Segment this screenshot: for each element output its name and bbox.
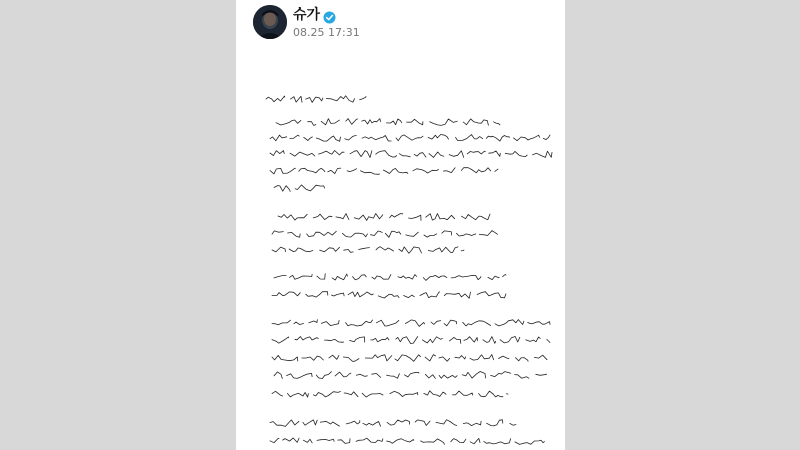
handwritten-word bbox=[488, 276, 499, 280]
author-name[interactable]: 슈가 bbox=[293, 7, 321, 23]
handwritten-word bbox=[477, 292, 506, 298]
handwritten-word bbox=[344, 250, 354, 253]
handwritten-word bbox=[396, 135, 423, 141]
handwritten-word bbox=[272, 292, 300, 296]
handwritten-word bbox=[308, 122, 316, 126]
handwritten-word bbox=[543, 135, 550, 140]
handwritten-word bbox=[359, 248, 370, 250]
handwritten-word bbox=[424, 234, 437, 237]
handwritten-word bbox=[272, 320, 291, 325]
handwritten-word bbox=[515, 440, 545, 444]
handwritten-word bbox=[272, 231, 283, 234]
handwritten-word bbox=[316, 372, 331, 379]
post-timestamp: 08.25 17:31 bbox=[293, 26, 360, 39]
handwritten-word bbox=[390, 391, 418, 396]
handwritten-word bbox=[378, 294, 399, 298]
handwritten-word bbox=[398, 275, 417, 280]
handwritten-word bbox=[436, 420, 457, 426]
verified-badge-icon bbox=[323, 9, 336, 22]
handwritten-word bbox=[345, 135, 357, 140]
handwritten-word bbox=[309, 320, 318, 323]
handwritten-word bbox=[456, 135, 483, 141]
handwritten-word bbox=[491, 372, 511, 377]
handwritten-word bbox=[422, 337, 442, 343]
handwritten-word bbox=[489, 151, 501, 156]
handwritten-word bbox=[289, 274, 312, 279]
handwritten-word bbox=[444, 320, 456, 326]
handwritten-word bbox=[288, 232, 301, 237]
handwritten-word bbox=[421, 439, 445, 444]
handwritten-word bbox=[536, 374, 547, 375]
handwritten-word bbox=[526, 337, 541, 342]
handwritten-word bbox=[409, 215, 422, 220]
handwritten-word bbox=[290, 135, 299, 138]
handwritten-word bbox=[495, 169, 498, 171]
handwritten-word bbox=[372, 374, 381, 378]
handwritten-word bbox=[426, 214, 455, 221]
handwritten-word bbox=[328, 168, 341, 174]
handwritten-word bbox=[390, 214, 403, 218]
handwritten-word bbox=[430, 119, 458, 125]
handwritten-word bbox=[404, 295, 415, 298]
handwritten-word bbox=[385, 231, 401, 237]
handwritten-word bbox=[313, 214, 332, 219]
handwritten-word bbox=[486, 136, 509, 142]
handwritten-word bbox=[332, 274, 347, 280]
handwritten-word bbox=[362, 136, 391, 142]
handwritten-word bbox=[479, 391, 503, 397]
handwritten-letter-image bbox=[258, 62, 554, 450]
handwritten-word bbox=[470, 438, 480, 443]
handwritten-word bbox=[274, 372, 282, 379]
handwritten-word bbox=[303, 420, 317, 425]
handwritten-word bbox=[291, 96, 303, 102]
post-card bbox=[236, 0, 565, 450]
handwritten-word bbox=[484, 439, 511, 444]
handwritten-word bbox=[386, 119, 401, 125]
handwritten-word bbox=[534, 355, 547, 360]
handwritten-word bbox=[303, 439, 312, 443]
handwritten-word bbox=[461, 214, 490, 220]
handwritten-word bbox=[362, 393, 383, 397]
handwritten-word bbox=[302, 356, 324, 360]
handwritten-word bbox=[272, 337, 289, 343]
handwritten-word bbox=[510, 423, 516, 425]
handwritten-word bbox=[399, 154, 410, 157]
handwritten-word bbox=[495, 320, 524, 326]
handwritten-word bbox=[429, 152, 444, 157]
handwritten-word bbox=[464, 337, 478, 342]
handwritten-word bbox=[453, 391, 473, 395]
handwritten-word bbox=[326, 96, 354, 102]
handwritten-word bbox=[360, 171, 379, 175]
handwritten-word bbox=[317, 439, 334, 441]
handwritten-word bbox=[439, 357, 450, 361]
handwritten-word bbox=[455, 356, 466, 360]
handwritten-word bbox=[335, 372, 351, 377]
handwritten-word bbox=[483, 337, 496, 344]
handwritten-word bbox=[470, 355, 494, 361]
handwritten-word bbox=[270, 438, 279, 442]
handwritten-word bbox=[272, 355, 298, 361]
handwritten-word bbox=[270, 168, 295, 174]
handwritten-word bbox=[274, 276, 286, 278]
handwritten-word bbox=[319, 151, 345, 155]
handwritten-word bbox=[395, 355, 421, 362]
handwritten-word bbox=[457, 233, 476, 236]
handwritten-word bbox=[272, 391, 283, 396]
handwritten-word bbox=[449, 151, 464, 158]
avatar[interactable] bbox=[253, 5, 287, 39]
handwritten-word bbox=[499, 356, 509, 359]
handwritten-word bbox=[505, 151, 527, 156]
handwritten-word bbox=[383, 169, 408, 174]
handwritten-word bbox=[272, 247, 285, 252]
handwritten-word bbox=[320, 421, 339, 426]
handwritten-word bbox=[528, 322, 550, 325]
handwritten-word bbox=[487, 420, 503, 426]
handwritten-word bbox=[362, 119, 381, 124]
handwritten-word bbox=[514, 135, 540, 141]
handwritten-word bbox=[396, 337, 418, 344]
handwritten-word bbox=[516, 358, 529, 362]
handwritten-word bbox=[287, 373, 313, 378]
handwritten-word bbox=[406, 232, 419, 236]
handwritten-word bbox=[414, 153, 426, 157]
handwritten-word bbox=[533, 151, 553, 157]
handwritten-word bbox=[463, 321, 491, 326]
handwritten-word bbox=[320, 247, 340, 251]
handwritten-word bbox=[344, 392, 358, 397]
handwritten-word bbox=[500, 337, 520, 343]
handwritten-word bbox=[494, 122, 501, 125]
handwritten-word bbox=[462, 372, 485, 379]
handwritten-word bbox=[321, 320, 339, 325]
handwritten-word bbox=[404, 372, 419, 377]
handwritten-word bbox=[356, 438, 383, 442]
handwritten-word bbox=[304, 137, 313, 141]
handwritten-word bbox=[399, 247, 422, 253]
handwritten-word bbox=[442, 231, 452, 235]
handwritten-word bbox=[316, 136, 340, 141]
handwritten-word bbox=[276, 120, 301, 125]
handwritten-word bbox=[307, 231, 337, 236]
handwritten-word bbox=[387, 374, 400, 379]
handwritten-word bbox=[289, 248, 313, 252]
handwritten-word bbox=[290, 152, 315, 156]
handwritten-word bbox=[295, 337, 318, 340]
handwritten-word bbox=[461, 250, 464, 251]
handwritten-word bbox=[353, 275, 367, 280]
handwritten-word bbox=[360, 96, 366, 99]
handwritten-word bbox=[451, 439, 466, 443]
handwritten-word bbox=[336, 214, 349, 220]
handwritten-word bbox=[479, 231, 497, 236]
handwritten-word bbox=[444, 292, 470, 298]
handwritten-word bbox=[425, 374, 435, 378]
handwritten-word bbox=[317, 274, 325, 280]
handwritten-word bbox=[331, 293, 344, 296]
handwritten-word bbox=[278, 214, 307, 220]
handwritten-word bbox=[299, 168, 325, 173]
author-row bbox=[293, 6, 336, 24]
handwritten-word bbox=[274, 186, 290, 192]
handwritten-word bbox=[325, 339, 344, 342]
handwritten-word bbox=[449, 337, 460, 343]
handwritten-word bbox=[365, 355, 392, 361]
handwritten-word bbox=[423, 275, 447, 280]
handwritten-word bbox=[350, 151, 372, 158]
handwritten-word bbox=[415, 420, 430, 426]
handwritten-word bbox=[356, 374, 367, 376]
handwritten-word bbox=[347, 169, 357, 172]
handwritten-word bbox=[547, 339, 550, 342]
post-header bbox=[236, 0, 565, 52]
handwritten-word bbox=[387, 420, 409, 425]
handwritten-word bbox=[371, 338, 389, 342]
handwritten-word bbox=[405, 320, 424, 327]
handwritten-word bbox=[420, 292, 440, 298]
handwritten-word bbox=[428, 135, 449, 140]
handwritten-word bbox=[425, 355, 435, 361]
handwritten-word bbox=[350, 337, 365, 342]
handwritten-word bbox=[346, 320, 373, 326]
handwritten-word bbox=[342, 233, 367, 237]
handwritten-word bbox=[376, 151, 397, 157]
handwritten-word bbox=[329, 355, 339, 359]
handwritten-word bbox=[313, 392, 340, 397]
handwritten-word bbox=[376, 320, 398, 326]
handwritten-word bbox=[463, 119, 488, 125]
handwritten-word bbox=[503, 275, 506, 277]
handwritten-word bbox=[407, 119, 423, 125]
handwritten-word bbox=[321, 119, 339, 125]
handwritten-word bbox=[424, 391, 446, 397]
handwritten-word bbox=[461, 168, 490, 173]
handwritten-word bbox=[346, 119, 358, 125]
handwritten-word bbox=[443, 168, 455, 173]
handwritten-word bbox=[348, 292, 373, 297]
handwritten-word bbox=[338, 439, 350, 444]
handwritten-word bbox=[413, 169, 439, 173]
handwritten-word bbox=[354, 214, 383, 221]
handwritten-word bbox=[372, 275, 391, 280]
handwritten-word bbox=[439, 375, 457, 378]
handwritten-word bbox=[283, 438, 300, 443]
handwritten-word bbox=[428, 247, 458, 253]
handwritten-word bbox=[306, 292, 328, 298]
handwritten-word bbox=[387, 439, 414, 444]
handwritten-word bbox=[467, 151, 485, 154]
handwritten-word bbox=[266, 96, 285, 102]
handwritten-word bbox=[346, 421, 360, 424]
handwritten-word bbox=[371, 231, 383, 236]
handwritten-word bbox=[451, 275, 481, 279]
handwritten-word bbox=[270, 151, 284, 156]
handwritten-word bbox=[294, 322, 304, 324]
handwritten-word bbox=[431, 321, 441, 325]
handwritten-word bbox=[270, 135, 287, 141]
handwritten-word bbox=[463, 421, 481, 425]
handwritten-word bbox=[306, 97, 323, 102]
handwriting-scribbles bbox=[258, 62, 554, 450]
handwritten-word bbox=[515, 375, 529, 379]
handwritten-word bbox=[343, 357, 359, 361]
handwritten-word bbox=[376, 247, 394, 251]
handwritten-word bbox=[287, 393, 308, 398]
handwritten-word bbox=[363, 422, 381, 427]
handwritten-word bbox=[270, 420, 299, 427]
handwritten-word bbox=[295, 185, 325, 191]
